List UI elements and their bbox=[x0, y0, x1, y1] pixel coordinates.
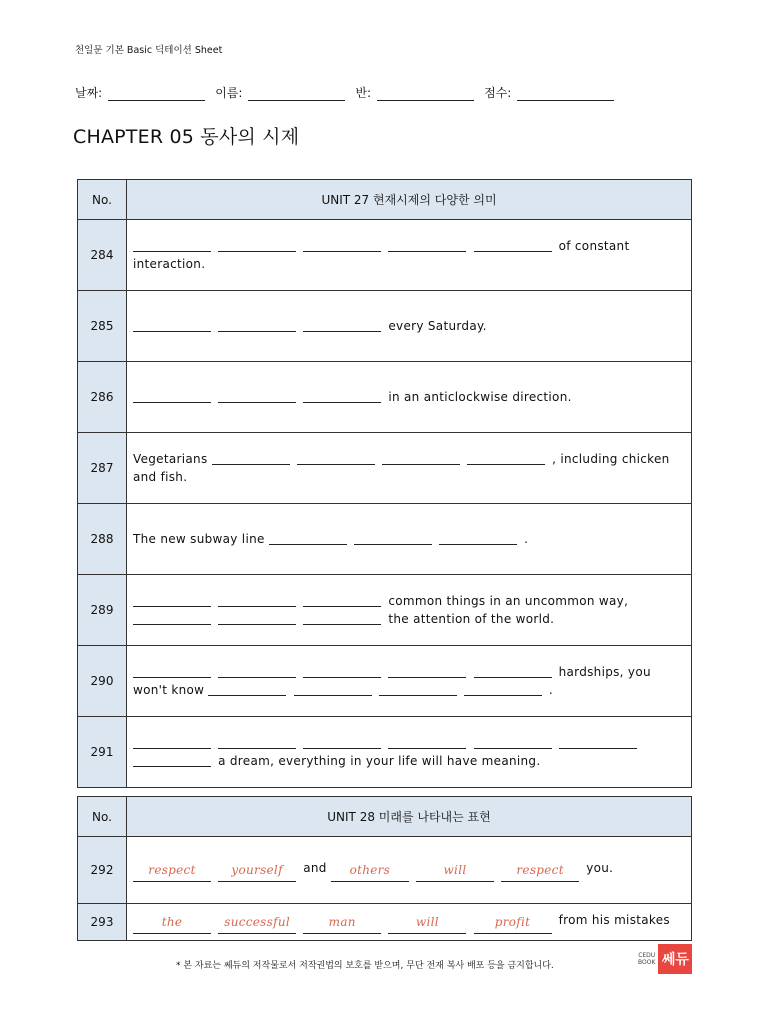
answer-blank[interactable] bbox=[218, 735, 296, 749]
sentence-text: in an anticlockwise direction. bbox=[388, 390, 572, 404]
table-row bbox=[78, 220, 692, 291]
handwritten-answer[interactable]: others bbox=[331, 864, 409, 882]
handwritten-answer[interactable]: successful bbox=[218, 916, 296, 934]
date-label: 날짜: bbox=[75, 86, 103, 100]
answer-blank[interactable] bbox=[382, 451, 460, 465]
answer-blank[interactable] bbox=[133, 735, 211, 749]
sentence-text: from his mistakes bbox=[558, 912, 670, 927]
handwritten-answer[interactable]: will bbox=[388, 916, 466, 934]
handwritten-answer[interactable]: respect bbox=[501, 864, 579, 882]
row-sentence bbox=[127, 904, 692, 941]
row-number: 291 bbox=[78, 717, 127, 788]
score-label: 점수: bbox=[484, 86, 512, 100]
answer-blank[interactable] bbox=[294, 682, 372, 696]
cedu-logo bbox=[638, 944, 692, 974]
handwritten-answer[interactable]: respect bbox=[133, 864, 211, 882]
sentence-text: , including chicken and fish. bbox=[133, 452, 670, 484]
unit27-table bbox=[77, 179, 692, 788]
answer-blank[interactable] bbox=[133, 664, 211, 678]
answer-blank[interactable] bbox=[559, 735, 637, 749]
answer-blank[interactable] bbox=[303, 664, 381, 678]
answer-blank[interactable] bbox=[218, 611, 296, 625]
answer-blank[interactable] bbox=[354, 531, 432, 545]
handwritten-answer[interactable]: man bbox=[303, 916, 381, 934]
table-row bbox=[78, 575, 692, 646]
sentence-text: every Saturday. bbox=[388, 319, 487, 333]
row-sentence bbox=[127, 646, 692, 717]
answer-blank[interactable] bbox=[464, 682, 542, 696]
row-sentence bbox=[127, 717, 692, 788]
answer-blank[interactable] bbox=[303, 611, 381, 625]
answer-blank[interactable] bbox=[133, 593, 211, 607]
answer-blank[interactable] bbox=[297, 451, 375, 465]
answer-blank[interactable] bbox=[303, 735, 381, 749]
row-number: 293 bbox=[78, 904, 127, 941]
row-number: 286 bbox=[78, 362, 127, 433]
col-no-header: No. bbox=[78, 180, 127, 220]
answer-blank[interactable] bbox=[379, 682, 457, 696]
answer-blank[interactable] bbox=[388, 735, 466, 749]
class-label: 반: bbox=[355, 86, 372, 100]
table-row bbox=[78, 646, 692, 717]
answer-blank[interactable] bbox=[303, 238, 381, 252]
sentence-text: The new subway line bbox=[133, 532, 265, 546]
answer-blank[interactable] bbox=[218, 664, 296, 678]
table-row bbox=[78, 717, 692, 788]
handwritten-answer[interactable]: profit bbox=[474, 916, 552, 934]
sentence-text: Vegetarians bbox=[133, 452, 208, 466]
row-sentence bbox=[127, 220, 692, 291]
unit27-rows bbox=[78, 220, 692, 788]
row-number: 290 bbox=[78, 646, 127, 717]
table-row bbox=[78, 362, 692, 433]
sentence-text: common things in an uncommon way, bbox=[388, 594, 629, 608]
class-field[interactable] bbox=[377, 88, 474, 101]
score-field[interactable] bbox=[517, 88, 614, 101]
row-sentence bbox=[127, 362, 692, 433]
answer-blank[interactable] bbox=[218, 389, 296, 403]
row-number: 287 bbox=[78, 433, 127, 504]
sentence-text: of constant interaction. bbox=[133, 239, 630, 271]
row-number: 289 bbox=[78, 575, 127, 646]
sheet-title: 천일문 기본 Basic 딕테이션 Sheet bbox=[75, 45, 223, 56]
logo-badge: 쎄듀 bbox=[658, 944, 692, 974]
answer-blank[interactable] bbox=[218, 318, 296, 332]
row-sentence bbox=[127, 575, 692, 646]
sentence-text: hardships, you won't know bbox=[133, 665, 651, 697]
answer-blank[interactable] bbox=[388, 664, 466, 678]
unit28-table bbox=[77, 796, 692, 941]
answer-blank[interactable] bbox=[218, 238, 296, 252]
answer-blank[interactable] bbox=[133, 389, 211, 403]
date-field[interactable] bbox=[108, 88, 205, 101]
answer-blank[interactable] bbox=[218, 593, 296, 607]
table-row bbox=[78, 504, 692, 575]
logo-caption: CEDU BOOK bbox=[638, 952, 656, 966]
answer-blank[interactable] bbox=[474, 735, 552, 749]
student-info-row bbox=[75, 84, 624, 101]
sentence-text: . bbox=[548, 683, 554, 697]
answer-blank[interactable] bbox=[388, 238, 466, 252]
sentence-text: and bbox=[303, 860, 327, 875]
handwritten-answer[interactable]: will bbox=[416, 864, 494, 882]
sentence-text: . bbox=[524, 532, 529, 546]
answer-blank[interactable] bbox=[208, 682, 286, 696]
answer-blank[interactable] bbox=[212, 451, 290, 465]
answer-blank[interactable] bbox=[474, 238, 552, 252]
answer-blank[interactable] bbox=[133, 238, 211, 252]
answer-blank[interactable] bbox=[303, 389, 381, 403]
row-sentence bbox=[127, 291, 692, 362]
handwritten-answer[interactable]: yourself bbox=[218, 864, 296, 882]
unit28-title: UNIT 28 미래를 나타내는 표현 bbox=[127, 797, 692, 837]
answer-blank[interactable] bbox=[474, 664, 552, 678]
table-row bbox=[78, 433, 692, 504]
copyright-notice: * 본 자료는 쎄듀의 저작물로서 저작권법의 보호를 받으며, 무단 전재 복사 배포 등을 금지합니다. bbox=[176, 961, 554, 971]
handwritten-answer[interactable]: the bbox=[133, 916, 211, 934]
row-number: 284 bbox=[78, 220, 127, 291]
sentence-text: a dream, everything in your life will have meaning. bbox=[218, 754, 541, 768]
table-row bbox=[78, 837, 692, 904]
unit27-title: UNIT 27 현재시제의 다양한 의미 bbox=[127, 180, 692, 220]
name-label: 이름: bbox=[215, 86, 243, 100]
row-sentence bbox=[127, 837, 692, 904]
table-row bbox=[78, 291, 692, 362]
chapter-heading: CHAPTER 05 동사의 시제 bbox=[73, 126, 300, 148]
sentence-text: the attention of the world. bbox=[388, 612, 555, 626]
answer-blank[interactable] bbox=[303, 593, 381, 607]
answer-blank[interactable] bbox=[303, 318, 381, 332]
answer-blank[interactable] bbox=[269, 531, 347, 545]
col-no-header: No. bbox=[78, 797, 127, 837]
row-number: 292 bbox=[78, 837, 127, 904]
row-number: 288 bbox=[78, 504, 127, 575]
table-row bbox=[78, 904, 692, 941]
name-field[interactable] bbox=[248, 88, 345, 101]
row-sentence bbox=[127, 504, 692, 575]
answer-blank[interactable] bbox=[133, 753, 211, 767]
answer-blank[interactable] bbox=[133, 318, 211, 332]
answer-blank[interactable] bbox=[439, 531, 517, 545]
row-number: 285 bbox=[78, 291, 127, 362]
answer-blank[interactable] bbox=[133, 611, 211, 625]
row-sentence bbox=[127, 433, 692, 504]
sentence-text: you. bbox=[586, 860, 614, 875]
answer-blank[interactable] bbox=[467, 451, 545, 465]
